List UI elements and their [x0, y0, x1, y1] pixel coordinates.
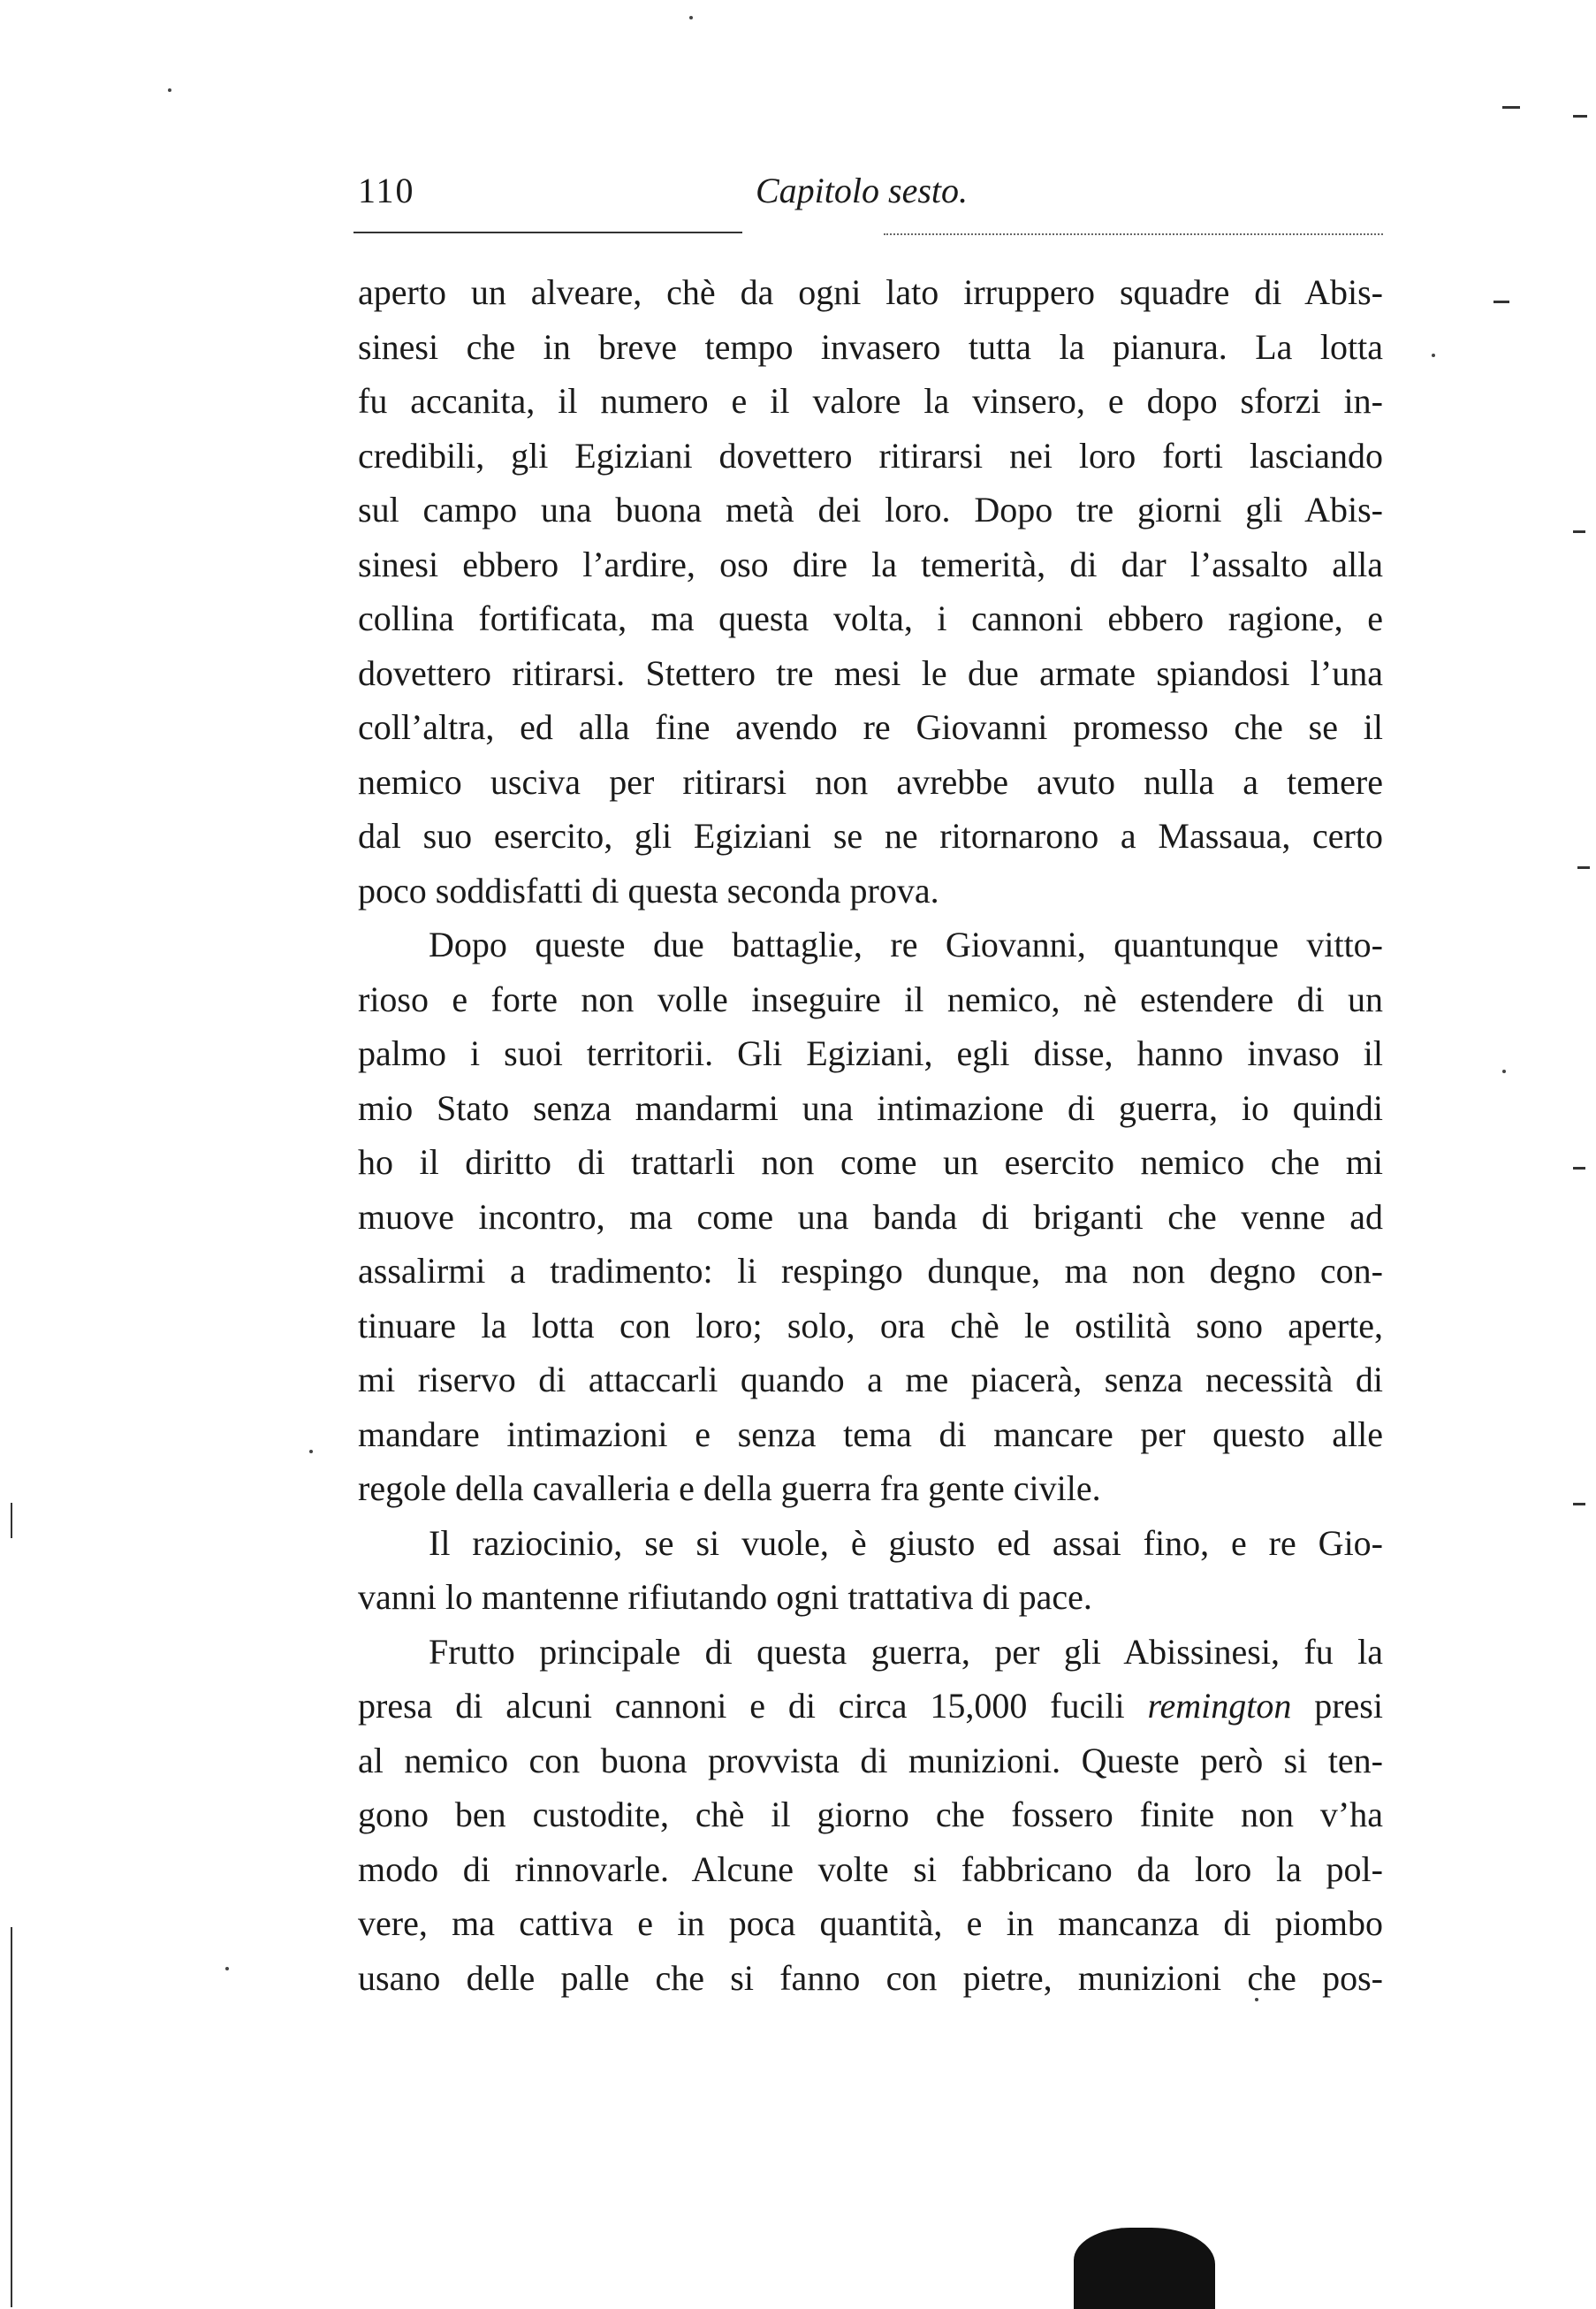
paragraph-1	[358, 265, 1383, 918]
text-line: presa di alcuni cannoni e di circa 15,000 fucili remington presi	[358, 1686, 1383, 1726]
scan-speck	[1573, 115, 1587, 118]
text-line: ho il diritto di trattarli non come un esercito nemico che mi	[358, 1142, 1383, 1182]
scan-speck	[689, 16, 693, 19]
text-line: fu accanita, il numero e il valore la vinsero, e dopo sforzi in-	[358, 381, 1383, 421]
scan-speck	[225, 1967, 229, 1970]
scan-speck	[1502, 1070, 1506, 1073]
text-line: Dopo queste due battaglie, re Giovanni, quantunque vitto-	[429, 925, 1383, 964]
scan-speck	[1432, 354, 1435, 357]
scan-speck	[1502, 106, 1520, 109]
text-line: mio Stato senza mandarmi una intimazione di guerra, io quindi	[358, 1087, 1383, 1128]
text-line: al nemico con buona provvista di munizioni. Queste però si ten-	[358, 1740, 1383, 1780]
text-line: nemico usciva per ritirarsi non avrebbe avuto nulla a temere	[358, 761, 1383, 802]
text-line: mandare intimazioni e senza tema di mancare per questo alle	[358, 1414, 1383, 1454]
scan-speck	[168, 88, 171, 92]
text-line: sinesi ebbero l’ardire, oso dire la temerità, di dar l’assalto alla	[358, 544, 1383, 584]
scan-speck	[1577, 866, 1590, 869]
paragraph-3	[358, 1516, 1383, 1625]
text-line: credibili, gli Egiziani dovettero ritirarsi nei loro forti lasciando	[358, 435, 1383, 476]
text-line: rioso e forte non volle inseguire il nemico, nè estendere di un	[358, 979, 1383, 1019]
text-line: sul campo una buona metà dei loro. Dopo tre giorni gli Abis-	[358, 490, 1383, 530]
scan-speck	[309, 1450, 313, 1453]
scan-speck	[1573, 1167, 1585, 1170]
scan-speck	[1493, 301, 1509, 303]
text-line: modo di rinnovarle. Alcune volte si fabbricano da loro la pol-	[358, 1848, 1383, 1889]
running-head: Capitolo sesto.	[756, 171, 969, 210]
paragraph-4	[358, 1625, 1383, 2006]
text-line: vanni lo mantenne rifiutando ogni trattativa di pace.	[358, 1577, 1092, 1617]
scan-margin-mark	[11, 1927, 12, 2307]
paragraph-2	[358, 918, 1383, 1516]
text-line: gono ben custodite, chè il giorno che fossero finite non v’ha	[358, 1795, 1383, 1834]
text-line: collina fortificata, ma questa volta, i cannoni ebbero ragione, e	[358, 598, 1383, 638]
text-line: vere, ma cattiva e in poca quantità, e in mancanza di piombo	[358, 1903, 1383, 1943]
scan-speck	[1573, 530, 1585, 533]
text-line: mi riservo di attaccarli quando a me piacerà, senza necessità di	[358, 1360, 1383, 1399]
text-line: aperto un alveare, chè da ogni lato irruppero squadre di Abis-	[358, 272, 1383, 312]
header-rule-dotted	[884, 233, 1383, 235]
text-line: palmo i suoi territorii. Gli Egiziani, egli disse, hanno invaso il	[358, 1033, 1383, 1073]
text-line: dovettero ritirarsi. Stettero tre mesi le due armate spiandosi l’una	[358, 652, 1383, 693]
text-line: poco soddisfatti di questa seconda prova.	[358, 870, 939, 911]
page-number: 110	[358, 171, 415, 210]
header-rule	[353, 232, 742, 233]
scan-blot	[1074, 2228, 1215, 2309]
body-text	[358, 265, 1383, 2005]
text-line: coll’altra, ed alla fine avendo re Giovanni promesso che se il	[358, 707, 1383, 747]
text-line: regole della cavalleria e della guerra fra gente civile.	[358, 1468, 1101, 1508]
scan-speck	[1573, 1503, 1585, 1505]
text-line: usano delle palle che si fanno con pietre, munizioni che pos-	[358, 1957, 1383, 1998]
text-line: assalirmi a tradimento: li respingo dunque, ma non degno con-	[358, 1251, 1383, 1291]
text-line: sinesi che in breve tempo invasero tutta la pianura. La lotta	[358, 326, 1383, 367]
scan-speck	[1255, 1998, 1258, 2001]
text-line: Il raziocinio, se si vuole, è giusto ed assai fino, e re Gio-	[429, 1522, 1383, 1563]
italic-word: remington	[1147, 1686, 1292, 1726]
text-line: dal suo esercito, gli Egiziani se ne ritornarono a Massaua, certo	[358, 816, 1383, 856]
text-line: Frutto principale di questa guerra, per gli Abissinesi, fu la	[429, 1631, 1383, 1672]
text-line: tinuare la lotta con loro; solo, ora chè le ostilità sono aperte,	[358, 1305, 1383, 1345]
text-line: muove incontro, ma come una banda di briganti che venne ad	[358, 1196, 1383, 1237]
scan-margin-mark	[11, 1503, 12, 1538]
page-header	[358, 170, 1383, 223]
